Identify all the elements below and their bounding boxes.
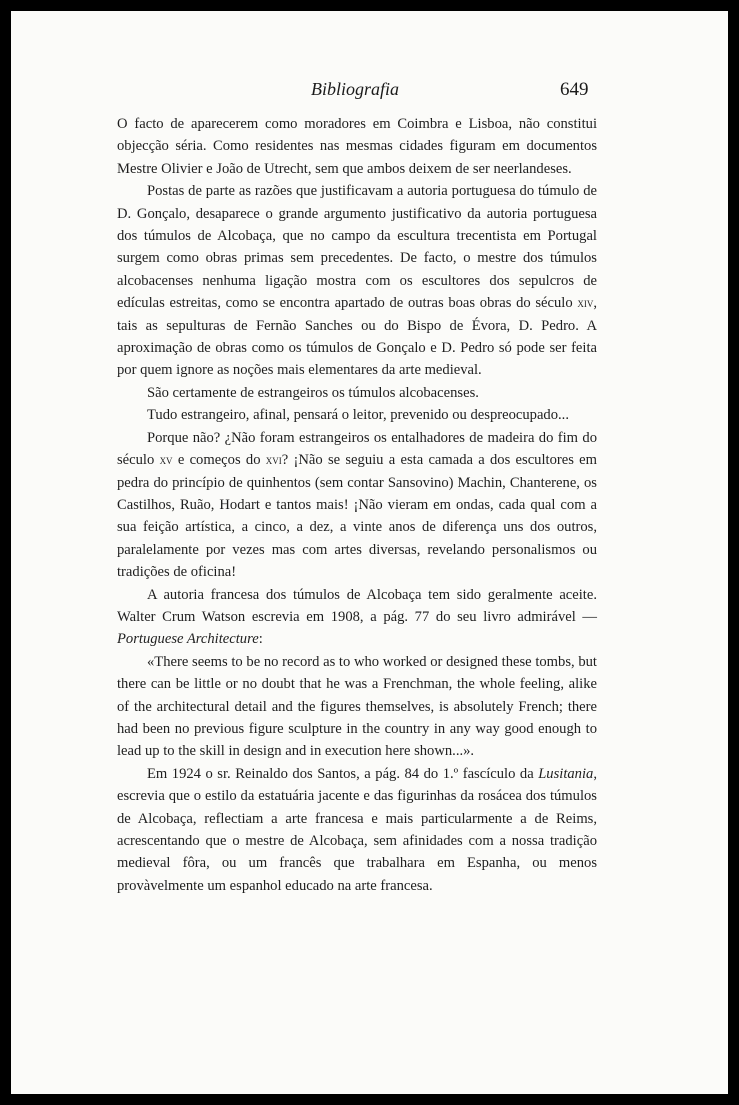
journal-title: Lusitania [538,765,594,782]
paragraph-5 [117,427,597,584]
book-title: Portuguese Architecture [117,631,259,648]
paragraph-2-text-a: Postas de parte as razões que justificavam a autoria portuguesa do túmulo de D. Gonçalo, desaparece o grande argumento justificativo da autoria portuguesa dos túmulos de Alcobaça, que no campo da escultura trecentista em Portugal surgem como obras primas sem precedentes. De facto, o mestre dos túmulos alcobacenses nenhuma ligação mostra com os escultores dos sepulcros de edículas estreitas, como se encontra apartado de outras boas obras do século [117,183,597,312]
paragraph-5-text-a: Porque não? ¿Não foram estrangeiros os entalhadores de madeira do fim do século [117,429,597,469]
paragraph-8-text-b: , escrevia que o estilo da estatuária jacente e das figurinhas da rosácea dos túmulos de Alcobaça, reflectiam a arte francesa e mais particularmente a de Reims, acrescentando que o mestre de Alcobaça, sem afinidades com a nossa tradição medieval fôra, ou um francês que trabalhara em Espanha, ou menos provàvelmente um espanhol educado na arte francesa. [117,765,597,894]
paragraph-6-text-b: : [258,631,263,648]
paragraph-4: Tudo estrangeiro, afinal, pensará o leitor, prevenido ou despreocupado... [147,407,569,424]
running-title: Bibliografia [311,79,400,99]
paragraph-2-text-b: , tais as sepulturas de Fernão Sanches ou do Bispo de Évora, D. Pedro. A aproximação de obras como os túmulos de Gonçalo e D. Pedro só pode ser feita por quem ignore as noções mais elementares da arte medieval. [117,295,597,379]
english-quotation: «There seems to be no record as to who worked or designed these tombs, but there can be little or no doubt that he was a Frenchman, the whole feeling, alike of the architectural detail and the figures themselves, is absolutely French; there had been no previous figure sculpture in the country in any way good enough to lead up to the skill in design and in execution here shown...». [117,653,597,760]
paragraph-5-text-b: e começos do [172,452,266,469]
paragraph-8 [117,763,597,897]
running-head [11,79,728,103]
paragraph-3: São certamente de estrangeiros os túmulos alcobacenses. [147,384,479,401]
century-numeral: xvi [265,452,282,468]
century-numeral: xiv [577,295,594,311]
page-number: 649 [560,79,589,100]
paragraph-6-text-a: A autoria francesa dos túmulos de Alcobaça tem sido geralmente aceite. Walter Crum Watson escrevia em 1908, a pág. 77 do seu livro admirável — [117,586,597,625]
body-text [117,113,597,897]
paragraph-5-text-c: ? ¡Não se seguiu a esta camada a dos escultores em pedra do princípio de quinhentos (sem contar Sansovino) Machin, Chanterene, os Castilhos, Ruão, Hodart e tantos mais! ¡Não vieram em ondas, cada qual com a sua feição artística, a cinco, a dez, a vinte anos de diferença uns dos outros, paralelamente por vezes mas com artes diversas, revelando personalismos ou tradições de oficina! [117,452,597,581]
paragraph-1: O facto de aparecerem como moradores em Coimbra e Lisboa, não constitui objecção séria. Como residentes nas mesmas cidades figuram em documentos Mestre Olivier e João de Utrecht, sem que ambos deixem de ser neerlandeses. [117,116,597,177]
paragraph-8-text-a: Em 1924 o sr. Reinaldo dos Santos, a pág. 84 do 1.º fascículo da [147,765,539,782]
book-page [11,11,728,1094]
paragraph-2 [117,180,597,382]
century-numeral: xv [159,452,173,468]
paragraph-6 [117,584,597,651]
